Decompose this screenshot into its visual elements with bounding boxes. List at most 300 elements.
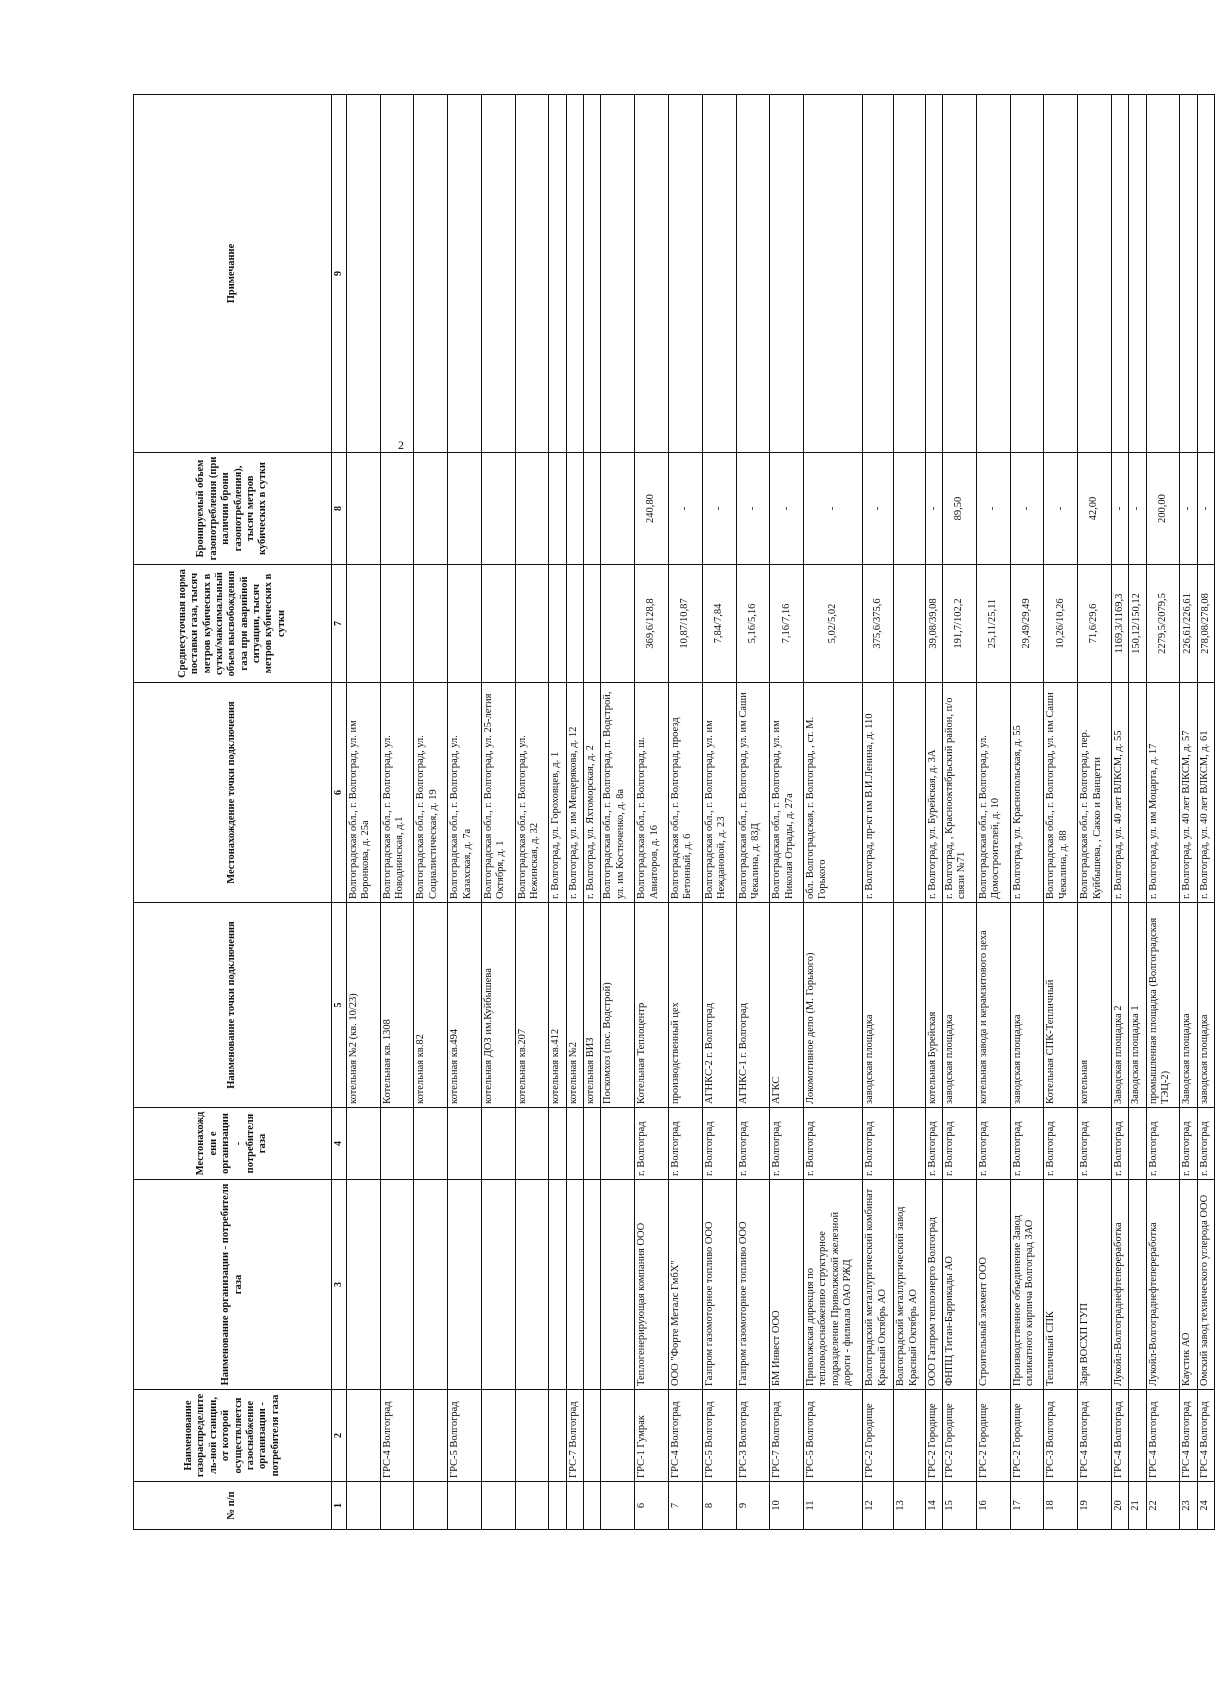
reserved-volume: - — [770, 453, 804, 565]
grs-name — [601, 1390, 635, 1482]
row-number — [380, 1482, 414, 1530]
reserved-volume: - — [925, 453, 942, 565]
connection-point: заводская площадка — [863, 903, 894, 1108]
grs-name — [549, 1390, 566, 1482]
table-row — [346, 95, 380, 1530]
org-location: г. Волгоград — [863, 1108, 894, 1180]
grs-name — [346, 1390, 380, 1482]
org-name: Газпром газомоторное топливо ООО — [702, 1180, 736, 1390]
grs-name — [481, 1390, 515, 1482]
org-name — [566, 1180, 583, 1390]
table-row — [584, 95, 601, 1530]
org-name: БМ Инвест ООО — [770, 1180, 804, 1390]
connection-address: Волгоградская обл., г. Волгоград, ул. Новоднинская, д.1 — [380, 683, 414, 903]
row-number: 9 — [736, 1482, 770, 1530]
org-name — [549, 1180, 566, 1390]
grs-name: ГРС-7 Волгоград — [770, 1390, 804, 1482]
org-location — [1129, 1108, 1146, 1180]
org-name: Лукойл-Волгограднефтепереработка — [1111, 1180, 1128, 1390]
org-name — [515, 1180, 549, 1390]
note — [1197, 95, 1214, 453]
reserved-volume: 89,50 — [943, 453, 977, 565]
grs-name — [894, 1390, 925, 1482]
grs-name: ГРС-7 Волгоград — [566, 1390, 583, 1482]
note — [566, 95, 583, 453]
connection-address: Волгоградская обл., г. Волгоград, ул. им Саши Чекалина, д. 88 — [1044, 683, 1078, 903]
row-number: 13 — [894, 1482, 925, 1530]
connection-address — [894, 683, 925, 903]
connection-point: котельная ДОЗ им.Куйбышева — [481, 903, 515, 1108]
org-name — [1129, 1180, 1146, 1390]
grs-name: ГРС-5 Волгоград — [448, 1390, 482, 1482]
connection-point: Котельная СПК-Тепличный — [1044, 903, 1078, 1108]
supply-norm: 278,08/278,08 — [1197, 565, 1214, 683]
org-name: Омский завод технического углерода ООО — [1197, 1180, 1214, 1390]
connection-address: г. Волгоград, ул. 40 лет ВЛКСМ, д. 61 — [1197, 683, 1214, 903]
grs-name — [1129, 1390, 1146, 1482]
connection-address: Волгоградская обл., г. Волгоград, ул. 25-летия Октября, д. 1 — [481, 683, 515, 903]
reserved-volume: 42,00 — [1078, 453, 1112, 565]
supply-norm: 369,6/128,8 — [635, 565, 669, 683]
header-cell: № п/п — [134, 1482, 332, 1530]
note — [1146, 95, 1180, 453]
reserved-volume — [515, 453, 549, 565]
connection-address — [1129, 683, 1146, 903]
supply-norm: 10,87/10,87 — [668, 565, 702, 683]
connection-address: Волгоградская обл., г. Волгоград, проезд Бетонный, д. 6 — [668, 683, 702, 903]
supply-norm — [894, 565, 925, 683]
supply-norm — [346, 565, 380, 683]
org-location: г. Волгоград — [925, 1108, 942, 1180]
row-number: 17 — [1010, 1482, 1044, 1530]
reserved-volume — [481, 453, 515, 565]
note — [702, 95, 736, 453]
org-location — [380, 1108, 414, 1180]
row-number — [346, 1482, 380, 1530]
connection-point: котельная №2 (кв. 10/23) — [346, 903, 380, 1108]
table-row — [481, 95, 515, 1530]
grs-name: ГРС-2 Городище — [976, 1390, 1010, 1482]
connection-address: Волгоградская обл., г. Волгоград, ул. им Воронкова, д. 25а — [346, 683, 380, 903]
table-row — [1010, 95, 1044, 1530]
header-cell: Местонахождение точки подключения — [134, 683, 332, 903]
connection-point: котельная Бурейская — [925, 903, 942, 1108]
column-number: 2 — [332, 1390, 347, 1482]
connection-address: г. Волгоград, ул. Краснопольская, д. 55 — [1010, 683, 1044, 903]
note — [414, 95, 448, 453]
row-number: 21 — [1129, 1482, 1146, 1530]
reserved-volume: 240,80 — [635, 453, 669, 565]
table-row — [566, 95, 583, 1530]
reserved-volume: - — [1129, 453, 1146, 565]
grs-name: ГРС-4 Волгоград — [1197, 1390, 1214, 1482]
supply-norm: 191,7/102,2 — [943, 565, 977, 683]
org-name: Газпром газомоторное топливо ООО — [736, 1180, 770, 1390]
org-name: ООО Газпром теплоэнерго Волгоград — [925, 1180, 942, 1390]
org-name: Волгоградский металлургический комбинат Красный Октябрь АО — [863, 1180, 894, 1390]
connection-address: г. Волгоград, ул. им Мещерякова, д. 12 — [566, 683, 583, 903]
reserved-volume: - — [1180, 453, 1197, 565]
row-number: 20 — [1111, 1482, 1128, 1530]
note — [1078, 95, 1112, 453]
header-cell: Примечание — [134, 95, 332, 453]
row-number: 23 — [1180, 1482, 1197, 1530]
supply-norm: 39,08/39,08 — [925, 565, 942, 683]
reserved-volume: - — [976, 453, 1010, 565]
connection-point: Локомотивное депо (М. Горького) — [804, 903, 863, 1108]
supply-norm — [448, 565, 482, 683]
row-number: 12 — [863, 1482, 894, 1530]
org-name — [584, 1180, 601, 1390]
grs-name: ГРС-4 Волгоград — [1146, 1390, 1180, 1482]
connection-point: АГКС — [770, 903, 804, 1108]
supply-norm: 5,02/5,02 — [804, 565, 863, 683]
connection-point: промышленная площадка (Волгоградская ТЭЦ-2) — [1146, 903, 1180, 1108]
connection-point: котельная кв.82 — [414, 903, 448, 1108]
row-number: 8 — [702, 1482, 736, 1530]
row-number: 11 — [804, 1482, 863, 1530]
connection-point: заводская площадка — [943, 903, 977, 1108]
table-row — [1044, 95, 1078, 1530]
row-number — [515, 1482, 549, 1530]
connection-address: Волгоградская обл., г. Волгоград, ул. им Николая Отрады, д. 27а — [770, 683, 804, 903]
reserved-volume — [584, 453, 601, 565]
connection-point: котельная кв.494 — [448, 903, 482, 1108]
row-number — [601, 1482, 635, 1530]
reserved-volume: 200,00 — [1146, 453, 1180, 565]
table-row — [976, 95, 1010, 1530]
reserved-volume: - — [702, 453, 736, 565]
org-location: г. Волгоград — [770, 1108, 804, 1180]
grs-name: ГРС-4 Волгоград — [380, 1390, 414, 1482]
header-cell: Наименование газораспределитель-ной станции, от которой осуществляется газоснабжение организации - потребителя газа — [134, 1390, 332, 1482]
table-row — [601, 95, 635, 1530]
column-number: 6 — [332, 683, 347, 903]
connection-point: заводская площадка — [1010, 903, 1044, 1108]
note — [736, 95, 770, 453]
supply-norm: 25,11/25,11 — [976, 565, 1010, 683]
table-row — [736, 95, 770, 1530]
connection-point: Котельная кв. 1308 — [380, 903, 414, 1108]
reserved-volume: - — [1111, 453, 1128, 565]
header-cell: Наименование точки подключения — [134, 903, 332, 1108]
org-name: Заря ВОСХП ГУП — [1078, 1180, 1112, 1390]
table-row — [448, 95, 482, 1530]
org-location — [515, 1108, 549, 1180]
row-number: 14 — [925, 1482, 942, 1530]
supply-norm — [481, 565, 515, 683]
reserved-volume: - — [736, 453, 770, 565]
org-name — [380, 1180, 414, 1390]
reserved-volume — [346, 453, 380, 565]
supply-norm: 29,49/29,49 — [1010, 565, 1044, 683]
supply-norm: 71,6/29,6 — [1078, 565, 1112, 683]
grs-name — [584, 1390, 601, 1482]
reserved-volume: - — [863, 453, 894, 565]
grs-name: ГРС-2 Городище — [925, 1390, 942, 1482]
note — [770, 95, 804, 453]
column-number: 1 — [332, 1482, 347, 1530]
row-number — [448, 1482, 482, 1530]
row-number: 6 — [635, 1482, 669, 1530]
connection-address: Волгоградская обл., г. Волгоград, ул. им Саши Чекалина, д. 83Д — [736, 683, 770, 903]
org-location — [414, 1108, 448, 1180]
note — [943, 95, 977, 453]
supply-norm — [380, 565, 414, 683]
note — [668, 95, 702, 453]
note — [601, 95, 635, 453]
table-row — [380, 95, 414, 1530]
reserved-volume: - — [1010, 453, 1044, 565]
grs-name — [414, 1390, 448, 1482]
note — [1180, 95, 1197, 453]
row-number — [481, 1482, 515, 1530]
row-number: 15 — [943, 1482, 977, 1530]
page-number: 2 — [398, 438, 404, 452]
connection-point: АГНКС-1 г. Волгоград — [736, 903, 770, 1108]
row-number — [584, 1482, 601, 1530]
org-location: г. Волгоград — [1146, 1108, 1180, 1180]
org-location: г. Волгоград — [736, 1108, 770, 1180]
connection-address: г. Волгоград, , Краснооктябрьский район, п/о связи №71 — [943, 683, 977, 903]
row-number: 18 — [1044, 1482, 1078, 1530]
supply-norm — [414, 565, 448, 683]
connection-address: Волгоградская обл., г. Волгоград, ул. им Неждановой, д. 23 — [702, 683, 736, 903]
table-row — [702, 95, 736, 1530]
table-row — [863, 95, 894, 1530]
connection-point: котельная — [1078, 903, 1112, 1108]
supply-norm — [584, 565, 601, 683]
row-number — [414, 1482, 448, 1530]
org-name — [481, 1180, 515, 1390]
column-number: 3 — [332, 1180, 347, 1390]
reserved-volume — [566, 453, 583, 565]
table-row — [1146, 95, 1180, 1530]
note — [976, 95, 1010, 453]
header-cell: Наименование организации - потребителя газа — [134, 1180, 332, 1390]
org-name — [346, 1180, 380, 1390]
org-name: Теплогенерирующая компания ООО — [635, 1180, 669, 1390]
column-number: 7 — [332, 565, 347, 683]
table-row — [804, 95, 863, 1530]
grs-name — [515, 1390, 549, 1482]
table-row — [1197, 95, 1214, 1530]
reserved-volume: - — [1044, 453, 1078, 565]
connection-address: Волгоградская обл., г. Волгоград, ш. Авиаторов, д. 16 — [635, 683, 669, 903]
grs-name: ГРС-5 Волгоград — [702, 1390, 736, 1482]
connection-address: Волгоградская обл., г. Волгоград, ул. Нежинская, д. 32 — [515, 683, 549, 903]
header-cell: Среднесуточная норма поставки газа, тысяч метров кубических в сутки/максимальный объем высвобождения газа при аварийной ситуации, тысяч метров кубических в сутки — [134, 565, 332, 683]
row-number: 22 — [1146, 1482, 1180, 1530]
org-name: Каустик АО — [1180, 1180, 1197, 1390]
org-name: Строительный элемент ООО — [976, 1180, 1010, 1390]
connection-point: котельная завода и керамзитового цеха — [976, 903, 1010, 1108]
org-location: г. Волгоград — [1010, 1108, 1044, 1180]
supply-norm: 1169,3/1169,3 — [1111, 565, 1128, 683]
connection-point: АГНКС-2 г. Волгоград — [702, 903, 736, 1108]
table-row — [894, 95, 925, 1530]
connection-address: Волгоградская обл., г. Волгоград, пер. Куйбышева, , Сакко и Ванцетти — [1078, 683, 1112, 903]
reserved-volume — [448, 453, 482, 565]
reserved-volume: - — [804, 453, 863, 565]
supply-norm: 150,12/150,12 — [1129, 565, 1146, 683]
row-number — [549, 1482, 566, 1530]
table-row — [770, 95, 804, 1530]
grs-name: ГРС-2 Городище — [943, 1390, 977, 1482]
row-number: 24 — [1197, 1482, 1214, 1530]
org-location — [549, 1108, 566, 1180]
table-row — [1180, 95, 1197, 1530]
note — [584, 95, 601, 453]
org-location: г. Волгоград — [943, 1108, 977, 1180]
header-cell: Бронируемый объем газопотребления (при наличии брони газопотребления), тысяч метров кубических в сутки — [134, 453, 332, 565]
reserved-volume — [414, 453, 448, 565]
org-location — [566, 1108, 583, 1180]
table-row — [635, 95, 669, 1530]
org-name — [601, 1180, 635, 1390]
connection-address: г. Волгоград, ул. Яхтоморская, д. 2 — [584, 683, 601, 903]
grs-name: ГРС-4 Волгоград — [668, 1390, 702, 1482]
org-name — [448, 1180, 482, 1390]
supply-norm: 10,26/10,26 — [1044, 565, 1078, 683]
column-number: 5 — [332, 903, 347, 1108]
row-number — [566, 1482, 583, 1530]
connection-address: г. Волгоград, ул. Бурейская, д. 3А — [925, 683, 942, 903]
org-location: г. Волгоград — [1044, 1108, 1078, 1180]
org-name: Лукойл-Волгограднефтепереработка — [1146, 1180, 1180, 1390]
reserved-volume — [601, 453, 635, 565]
connection-point: Заводская площадка 1 — [1129, 903, 1146, 1108]
table-row — [549, 95, 566, 1530]
supply-norm — [601, 565, 635, 683]
org-name — [414, 1180, 448, 1390]
connection-address: Волгоградская обл., г. Волгоград, ул. Домостроителей, д. 10 — [976, 683, 1010, 903]
grs-name: ГРС-5 Волгоград — [804, 1390, 863, 1482]
grs-name: ГРС-3 Волгоград — [736, 1390, 770, 1482]
connection-address: Волгоградская обл., г. Волгоград, ул. Казахская, д. 7а — [448, 683, 482, 903]
org-location: г. Волгоград — [804, 1108, 863, 1180]
note — [448, 95, 482, 453]
org-location: г. Волгоград — [635, 1108, 669, 1180]
org-location — [448, 1108, 482, 1180]
note — [1129, 95, 1146, 453]
row-number: 7 — [668, 1482, 702, 1530]
table-row — [515, 95, 549, 1530]
connection-point: Поскомхоз (пос. Водстрой) — [601, 903, 635, 1108]
note — [863, 95, 894, 453]
grs-name: ГРС-3 Волгоград — [1044, 1390, 1078, 1482]
header-cell: Местонахождени е организации - потребителя газа — [134, 1108, 332, 1180]
connection-point: Заводская площадка — [1180, 903, 1197, 1108]
note — [549, 95, 566, 453]
table-row — [668, 95, 702, 1530]
note — [804, 95, 863, 453]
grs-name: ГРС-4 Волгоград — [1078, 1390, 1112, 1482]
supply-norm: 375,6/375,6 — [863, 565, 894, 683]
note — [635, 95, 669, 453]
note — [925, 95, 942, 453]
org-location — [481, 1108, 515, 1180]
org-name: Приволжская дирекция по тепловодоснабжению структурное подразделение Приволжской железной дороги - филиала ОАО РЖД — [804, 1180, 863, 1390]
row-number: 10 — [770, 1482, 804, 1530]
reserved-volume — [894, 453, 925, 565]
org-name: ООО "Форте Металс ГмбХ" — [668, 1180, 702, 1390]
supply-norm — [566, 565, 583, 683]
note — [515, 95, 549, 453]
column-number: 4 — [332, 1108, 347, 1180]
grs-name: ГРС-4 Волгоград — [1111, 1390, 1128, 1482]
supply-norm: 5,16/5,16 — [736, 565, 770, 683]
note — [1111, 95, 1128, 453]
table-row — [943, 95, 977, 1530]
connection-point: котельная №2 — [566, 903, 583, 1108]
org-location: г. Волгоград — [976, 1108, 1010, 1180]
supply-norm: 7,16/7,16 — [770, 565, 804, 683]
connection-point: Котельная Теплоцентр — [635, 903, 669, 1108]
note — [1010, 95, 1044, 453]
org-name: ФНПЦ Титан-Баррикады АО — [943, 1180, 977, 1390]
gas-supply-table — [133, 94, 1215, 1530]
connection-address: обл. Волгоградская, г. Волгоград, , ст. М. Горького — [804, 683, 863, 903]
table-body — [346, 95, 1214, 1530]
column-number: 9 — [332, 95, 347, 453]
reserved-volume: - — [668, 453, 702, 565]
note — [1044, 95, 1078, 453]
note — [894, 95, 925, 453]
table-row — [925, 95, 942, 1530]
connection-point: Заводская площадка 2 — [1111, 903, 1128, 1108]
connection-point: котельная кв.207 — [515, 903, 549, 1108]
grs-name: ГРС-2 Городище — [863, 1390, 894, 1482]
supply-norm: 226,61/226,61 — [1180, 565, 1197, 683]
table-row — [1129, 95, 1146, 1530]
rotated-page-content — [133, 95, 1215, 1530]
connection-point: производственный цех — [668, 903, 702, 1108]
reserved-volume: - — [1197, 453, 1214, 565]
connection-address: Волгоградская обл., г. Волгоград, ул. Социалистическая, д. 19 — [414, 683, 448, 903]
column-number: 8 — [332, 453, 347, 565]
reserved-volume — [380, 453, 414, 565]
org-location — [601, 1108, 635, 1180]
supply-norm: 7,84/7,84 — [702, 565, 736, 683]
table-header-row — [134, 95, 332, 1530]
org-location: г. Волгоград — [1111, 1108, 1128, 1180]
table-row — [414, 95, 448, 1530]
table-row — [1078, 95, 1112, 1530]
connection-address: г. Волгоград, ул. Гороховцев, д. 1 — [549, 683, 566, 903]
note — [380, 95, 414, 453]
connection-address: Волгоградская обл., г. Волгоград, п. Водстрой, ул. им Костюченко, д. 8а — [601, 683, 635, 903]
connection-point: заводская площадка — [1197, 903, 1214, 1108]
grs-name: ГРС-4 Волгоград — [1180, 1390, 1197, 1482]
column-number-row — [332, 95, 347, 1530]
grs-name: ГРС-1 Гумрак — [635, 1390, 669, 1482]
connection-point: котельная ВИЗ — [584, 903, 601, 1108]
row-number: 19 — [1078, 1482, 1112, 1530]
reserved-volume — [549, 453, 566, 565]
org-location: г. Волгоград — [1078, 1108, 1112, 1180]
connection-point: котельная кв.412 — [549, 903, 566, 1108]
connection-point — [894, 903, 925, 1108]
org-location — [346, 1108, 380, 1180]
org-location: г. Волгоград — [1180, 1108, 1197, 1180]
org-location — [894, 1108, 925, 1180]
row-number: 16 — [976, 1482, 1010, 1530]
supply-norm — [515, 565, 549, 683]
org-name: Производственное объединение Завод силикатного кирпича Волгоград ЗАО — [1010, 1180, 1044, 1390]
table-row — [1111, 95, 1128, 1530]
org-name: Тепличный СПК — [1044, 1180, 1078, 1390]
